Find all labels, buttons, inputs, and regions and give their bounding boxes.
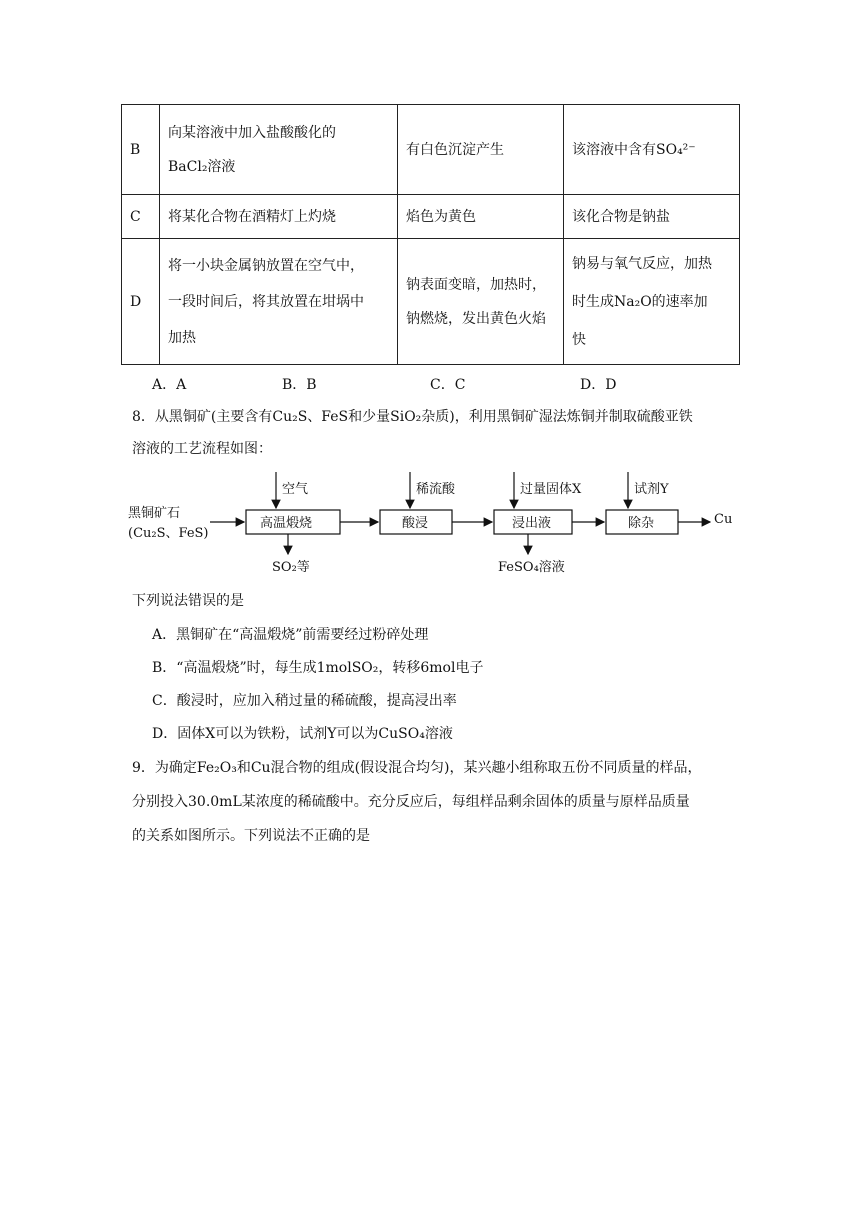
flow-input-air: 空气 (282, 482, 309, 497)
q8-stem-line2: 溶液的工艺流程如图： (132, 441, 272, 457)
q9-stem-line3: 的关系如图所示。下列说法不正确的是 (132, 828, 370, 844)
flow-output-feso4: FeSO₄溶液 (498, 560, 565, 575)
row-label: C (122, 195, 160, 239)
operation-cell: 向某溶液中加入盐酸酸化的 BaCl₂溶液 (160, 105, 398, 195)
phenomenon-cell: 有白色沉淀产生 (398, 105, 564, 195)
row-label: D (122, 239, 160, 365)
operation-cell: 将某化合物在酒精灯上灼烧 (160, 195, 398, 239)
conclusion-cell: 钠易与氧气反应，加热 时生成Na₂O的速率加 快 (564, 239, 740, 365)
flow-box-label-impurity-removal: 除杂 (628, 516, 655, 531)
q7-choice-c: C．C (430, 377, 466, 393)
row-label: B (122, 105, 160, 195)
process-flow-diagram (128, 462, 748, 584)
conclusion-cell: 该溶液中含有SO₄²⁻ (564, 105, 740, 195)
q8-option-d: D．固体X可以为铁粉，试剂Y可以为CuSO₄溶液 (152, 726, 453, 742)
phenomenon-cell: 焰色为黄色 (398, 195, 564, 239)
q8-option-c: C．酸浸时，应加入稍过量的稀硫酸，提高浸出率 (152, 693, 457, 709)
operation-cell: 将一小块金属钠放置在空气中， 一段时间后，将其放置在坩埚中 加热 (160, 239, 398, 365)
q9-stem-line1: 9．为确定Fe₂O₃和Cu混合物的组成(假设混合均匀)，某兴趣小组称取五份不同质量的样品， (132, 760, 702, 776)
flow-output-so2: SO₂等 (272, 560, 310, 575)
options-table (121, 104, 740, 365)
q9-stem-line2: 分别投入30.0mL某浓度的稀硫酸中。充分反应后，每组样品剩余固体的质量与原样品质量 (132, 794, 690, 810)
flow-input-acid: 稀流酸 (416, 482, 456, 497)
flow-product-cu: Cu (714, 512, 733, 527)
phenomenon-cell: 钠表面变暗，加热时， 钠燃烧，发出黄色火焰 (398, 239, 564, 365)
conclusion-cell: 该化合物是钠盐 (564, 195, 740, 239)
q7-choice-a: A．A (152, 377, 187, 393)
table-row (122, 105, 740, 195)
flow-raw-line2: (Cu₂S、FeS) (128, 526, 209, 541)
flow-box-label-calcination: 高温煅烧 (260, 516, 313, 531)
flow-input-solid-x: 过量固体X (520, 482, 582, 497)
q8-stem-line1: 8．从黑铜矿(主要含有Cu₂S、FeS和少量SiO₂杂质)，利用黑铜矿湿法炼铜并制取硫酸亚铁 (132, 409, 693, 425)
flow-box-label-acid-leach: 酸浸 (402, 516, 429, 531)
q8-option-a: A．黑铜矿在“高温煅烧”前需要经过粉碎处理 (152, 627, 429, 643)
q8-option-b: B．“高温煅烧”时，每生成1molSO₂，转移6mol电子 (152, 660, 484, 676)
flow-input-reagent-y: 试剂Y (634, 482, 669, 497)
table-row (122, 239, 740, 365)
q7-choice-d: D．D (580, 377, 617, 393)
q8-question: 下列说法错误的是 (132, 593, 244, 609)
table-row (122, 195, 740, 239)
q7-choice-b: B．B (282, 377, 317, 393)
flow-raw-line1: 黑铜矿石 (128, 506, 181, 521)
flow-box-label-leachate: 浸出液 (512, 516, 552, 531)
